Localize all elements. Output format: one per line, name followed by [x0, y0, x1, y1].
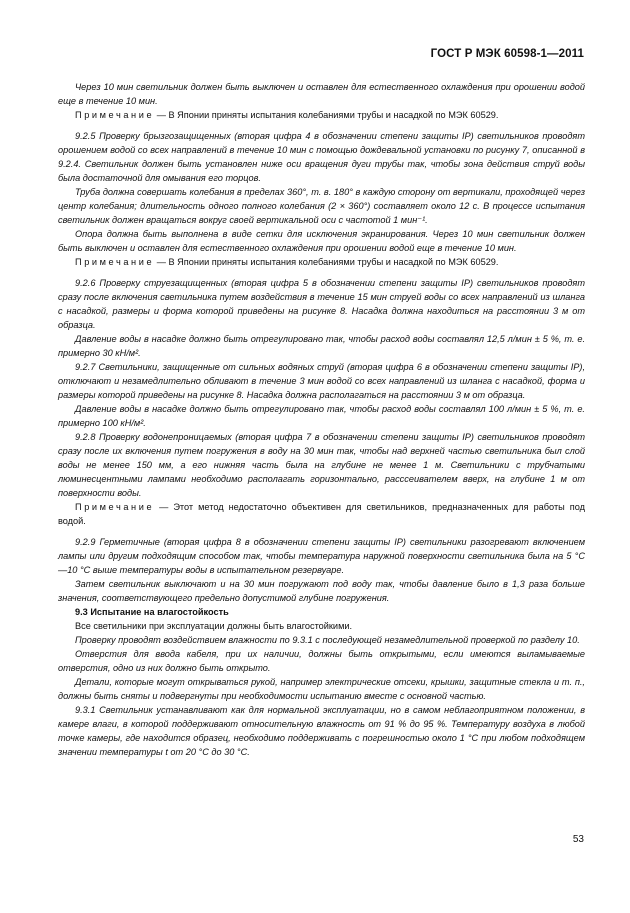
note-label: Примечание [75, 257, 155, 267]
paragraph: Все светильники при эксплуатации должны быть влагостойкими. [75, 621, 353, 631]
paragraph: Детали, которые могут открываться рукой, например электрические отсеки, крышки, защитные стекла и т. п., должны быть сняты и подвергнуты при необходимости испытанию вместе с основной частью. [58, 677, 585, 701]
paragraph: Отверстия для ввода кабеля, при их наличии, должны быть открытыми, если имеются выламываемые отверстия, одно из них должно быть открыто. [58, 649, 585, 673]
section-heading: 9.3 Испытание на влагостойкость [75, 607, 229, 617]
page-number: 53 [572, 834, 584, 845]
note [58, 500, 585, 528]
note-label: Примечание [75, 502, 155, 512]
note-text: — В Японии приняты испытания колебаниями трубы и насадкой по МЭК 60529. [154, 110, 499, 120]
paragraph: Труба должна совершать колебания в пределах 360°, т. в. 180° в каждую сторону от вертикали, проходящей через центр колебания; длительность одного полного колебания (2 × 360°) составляет около 12 с. В процессе испытания светильник должен вращаться вокруг своей вертикальной оси с частотой 1 мин⁻¹. [58, 187, 585, 225]
paragraph: Через 10 мин светильник должен быть выключен и оставлен для естественного охлаждения при орошении водой еще в течение 10 мин. [58, 82, 585, 106]
note-text: — Этот метод недостаточно объективен для светильников, предназначенных для работы под водой. [58, 502, 585, 526]
note [58, 255, 585, 269]
paragraph: 9.2.9 Герметичные (вторая цифра 8 в обозначении степени защиты IP) светильники разогревают включением лампы или другим подходящим способом так, чтобы температура наружной поверхности светильника была на 5 °С —10 °С выше температуры воды в испытательном резервуаре. [58, 537, 585, 575]
paragraph: Давление воды в насадке должно быть отрегулировано так, чтобы расход воды составлял 12,5 л/мин ± 5 %, т. е. примерно 30 кН/м². [58, 334, 585, 358]
paragraph: Проверку проводят воздействием влажности по 9.3.1 с последующей незамедлительной проверкой по разделу 10. [75, 635, 580, 645]
paragraph: Затем светильник выключают и на 30 мин погружают под воду так, чтобы давление было в 1,3 раза больше значения, соответствующего предельно допустимой глубине погружения. [58, 579, 585, 603]
paragraph: 9.2.6 Проверку струезащищенных (вторая цифра 5 в обозначении степени защиты IP) светильников проводят сразу после включения светильника путем воздействия в течение 15 мин струей воды со всех направлений из шланга с насадкой, размеры и форма которой приведены на рисунке 8. Насадка должна находиться на расстоянии 3 м от образца. [58, 278, 585, 330]
document-body [58, 80, 585, 759]
paragraph: 9.3.1 Светильник устанавливают как для нормальной эксплуатации, но в самом неблагоприятном положении, в камере влаги, в которой поддерживают относительную влажность от 91 % до 95 %. Температуру воздуха в любой точке камеры, где находится образец, необходимо поддерживать с погрешностью около 1 °С при любом подходящем значении температуры t от 20 °С до 30 °С. [58, 705, 585, 757]
note-text: — В Японии приняты испытания колебаниями трубы и насадкой по МЭК 60529. [154, 257, 499, 267]
document-header: ГОСТ Р МЭК 60598-1—2011 [430, 48, 584, 60]
paragraph: Давление воды в насадке должно быть отрегулировано так, чтобы расход воды составлял 100 л/мин ± 5 %, т. е. примерно 100 кН/м². [58, 404, 585, 428]
paragraph: 9.2.5 Проверку брызгозащищенных (вторая цифра 4 в обозначении степени защиты IP) светильников проводят орошением водой со всех направлений в течение 10 мин с помощью дождевальной установки по рисунку 7, описанной в 9.2.4. Светильник должен быть установлен ниже оси вращения дуги трубы так, чтобы зона действия струй воды была достаточной для омывания его торцов. [58, 131, 585, 183]
note [58, 108, 585, 122]
paragraph: 9.2.7 Светильники, защищенные от сильных водяных струй (вторая цифра 6 в обозначении степени защиты IP), отключают и незамедлительно обливают в течение 3 мин водой со всех направлений из шланга с насадкой, форма и размеры которой приведены на рисунке 8. Насадка должна располагаться на расстоянии 3 м от образца. [58, 362, 585, 400]
paragraph: Опора должна быть выполнена в виде сетки для исключения экранирования. Через 10 мин светильник должен быть выключен и оставлен для естественного охлаждения при орошении водой еще в течение 10 мин. [58, 229, 585, 253]
paragraph: 9.2.8 Проверку водонепроницаемых (вторая цифра 7 в обозначении степени защиты IP) светильников проводят сразу после их включения путем погружения в воду на 30 мин так, чтобы над верхней частью светильника был слой воды не менее 150 мм, а его нижняя часть была на глубине не менее 1 м. Светильники с трубчатыми люминесцентными лампами необходимо располагать горизонтально, расссеивателем вверх, на глубине 1 м от поверхности воды. [58, 432, 585, 498]
note-label: Примечание [75, 110, 155, 120]
